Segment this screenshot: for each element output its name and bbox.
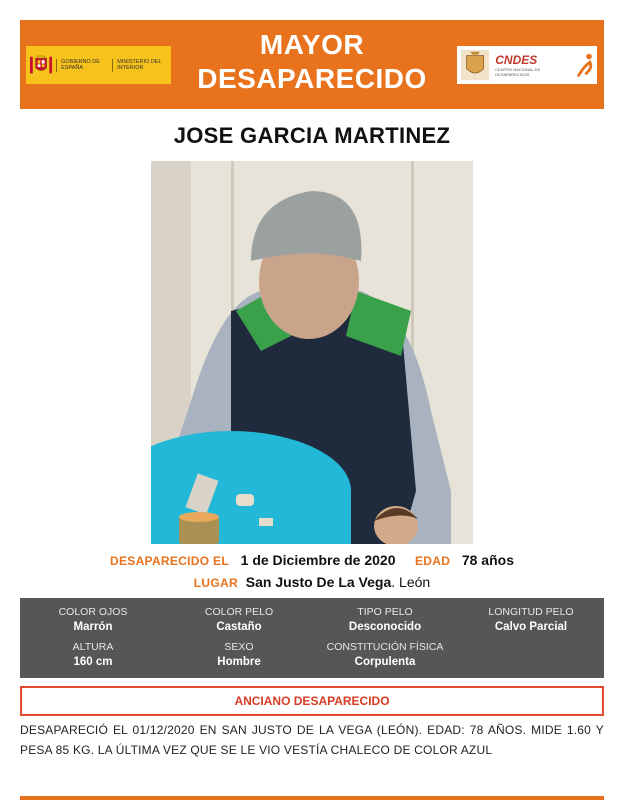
feature-label: SEXO bbox=[224, 641, 254, 653]
age-value: 78 años bbox=[461, 552, 514, 568]
place-region: . León bbox=[391, 574, 431, 590]
title-line-1: MAYOR bbox=[259, 29, 365, 60]
place-label: LUGAR bbox=[193, 576, 238, 590]
feature-build bbox=[312, 641, 458, 668]
running-figure-icon bbox=[573, 50, 597, 80]
feature-value: Corpulenta bbox=[354, 656, 416, 668]
ministerio-label: MINISTERIO DEL INTERIOR bbox=[112, 59, 171, 72]
feature-hair-type bbox=[312, 606, 458, 633]
cndes-subtitle: CENTRO NACIONAL DE DESAPARECIDOS bbox=[495, 67, 541, 77]
alert-category-box: ANCIANO DESAPARECIDO bbox=[20, 686, 604, 716]
feature-label: ALTURA bbox=[72, 641, 114, 653]
feature-height bbox=[20, 641, 166, 668]
missing-person-photo bbox=[151, 161, 473, 544]
feature-hair-length bbox=[458, 606, 604, 633]
place-line bbox=[0, 574, 624, 590]
gobierno-espana-logo bbox=[26, 46, 171, 84]
feature-label: COLOR PELO bbox=[204, 606, 274, 618]
cndes-logo bbox=[457, 46, 597, 84]
feature-label: COLOR OJOS bbox=[58, 606, 128, 618]
crest-icon bbox=[461, 49, 489, 81]
case-description: DESAPARECIÓ EL 01/12/2020 EN SAN JUSTO DE LA VEGA (LEÓN). EDAD: 78 AÑOS. MIDE 1.60 Y PESA 85 KG. LA ÚLTIMA VEZ QUE SE LE VIO VESTÍA CHALECO DE COLOR AZUL bbox=[20, 723, 604, 757]
feature-value: Calvo Parcial bbox=[494, 621, 568, 633]
feature-sex bbox=[166, 641, 312, 668]
footer-bar bbox=[20, 796, 604, 800]
missing-date-line bbox=[0, 552, 624, 568]
physical-features-panel bbox=[20, 598, 604, 678]
poster-title bbox=[170, 28, 454, 96]
gobierno-label: GOBIERNO DE ESPAÑA bbox=[56, 59, 108, 72]
feature-label: CONSTITUCIÓN FÍSICA bbox=[326, 641, 444, 653]
feature-hair-color bbox=[166, 606, 312, 633]
feature-value: Castaño bbox=[216, 621, 262, 633]
age-label: EDAD bbox=[414, 554, 451, 568]
feature-label: LONGITUD PELO bbox=[488, 606, 574, 618]
feature-value: Desconocido bbox=[348, 621, 422, 633]
feature-value: 160 cm bbox=[73, 656, 113, 668]
missing-person-name: JOSE GARCIA MARTINEZ bbox=[173, 123, 451, 148]
feature-value: Marrón bbox=[73, 621, 113, 633]
cndes-name: CNDES bbox=[495, 53, 538, 67]
header-banner bbox=[20, 20, 604, 109]
feature-value: Hombre bbox=[217, 656, 261, 668]
feature-label: TIPO PELO bbox=[357, 606, 413, 618]
feature-eye-color bbox=[20, 606, 166, 633]
place-value: San Justo De La Vega bbox=[245, 574, 392, 590]
missing-date-label: DESAPARECIDO EL bbox=[110, 554, 229, 568]
title-line-2: DESAPARECIDO bbox=[197, 63, 427, 94]
missing-date-value: 1 de Diciembre de 2020 bbox=[240, 552, 396, 568]
spanish-coat-of-arms-icon bbox=[30, 49, 52, 81]
